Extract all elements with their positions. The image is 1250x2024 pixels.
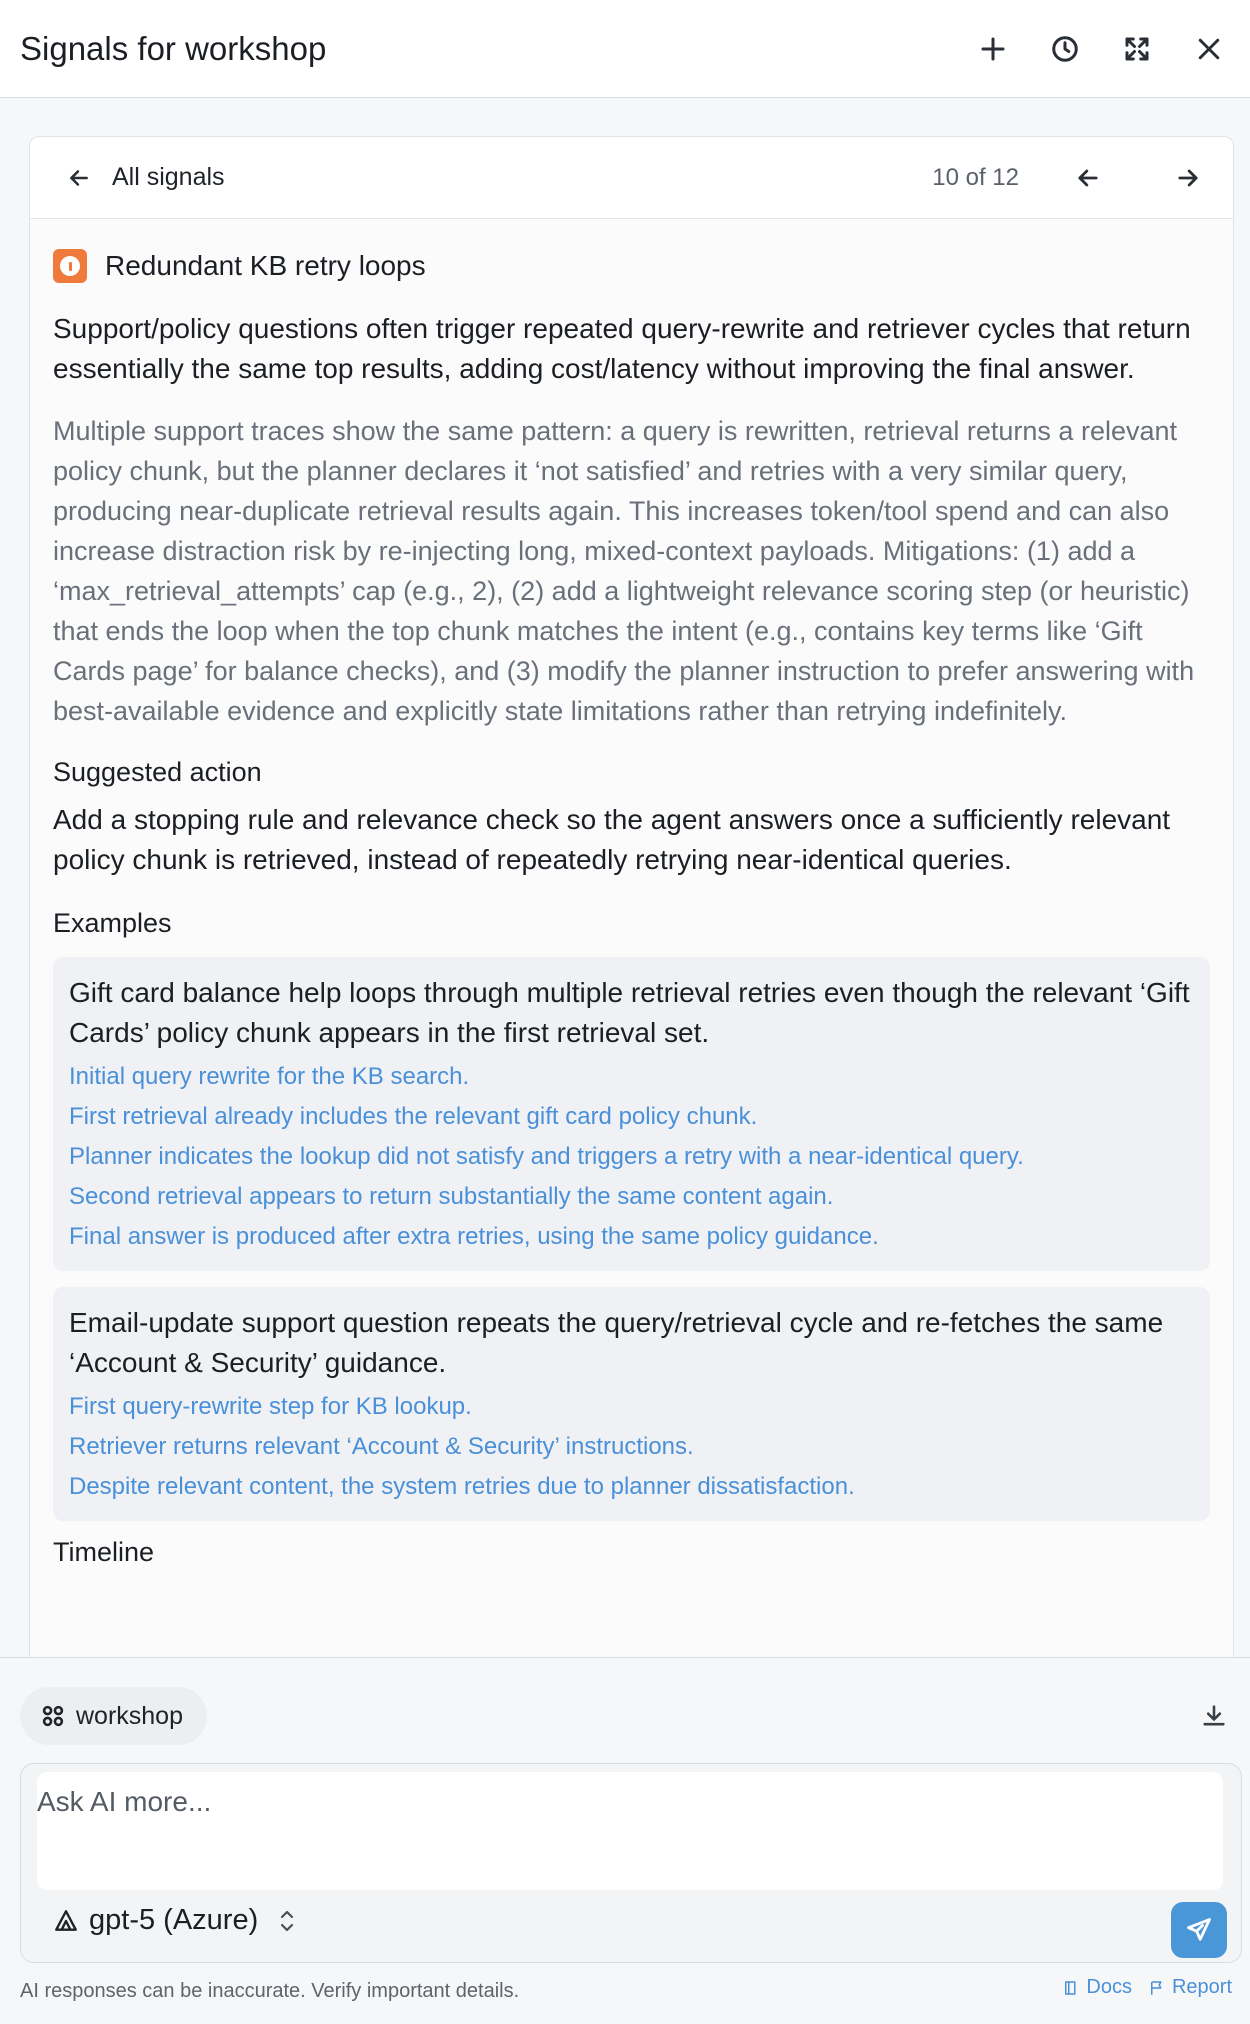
workspace-icon <box>40 1703 66 1729</box>
suggested-action-text: Add a stopping rule and relevance check so the agent answers once a sufficiently relevant policy chunk is retrieved, instead of repeatedly retrying near-identical queries. <box>53 804 1171 875</box>
model-selector[interactable] <box>53 1904 298 1937</box>
header-actions <box>978 34 1224 64</box>
download-button[interactable] <box>1200 1702 1228 1730</box>
new-chat-button[interactable] <box>978 34 1008 64</box>
example-step-link[interactable]: Retriever returns relevant ‘Account & Security’ instructions. <box>69 1433 694 1460</box>
example-step-link[interactable]: Second retrieval appears to return substantially the same content again. <box>69 1183 834 1210</box>
expand-icon <box>1122 34 1152 64</box>
clock-icon <box>1050 34 1080 64</box>
example-card <box>53 1287 1210 1521</box>
chevron-up-down-icon <box>276 1907 298 1935</box>
report-label: Report <box>1171 1976 1232 1998</box>
panel-header <box>0 0 1250 98</box>
ai-disclaimer: AI responses can be inaccurate. Verify important details. <box>20 1980 520 2002</box>
book-icon <box>1062 1979 1080 1997</box>
all-signals-link[interactable] <box>66 163 225 192</box>
example-step-link[interactable]: First retrieval already includes the relevant gift card policy chunk. <box>69 1103 758 1130</box>
docs-label: Docs <box>1086 1976 1132 1998</box>
arrow-left-icon <box>66 165 92 191</box>
signal-nav <box>30 137 1233 219</box>
close-button[interactable] <box>1194 34 1224 64</box>
docs-link[interactable] <box>1062 1976 1132 1999</box>
all-signals-label: All signals <box>112 163 225 191</box>
context-chip[interactable] <box>20 1687 207 1745</box>
signal-card <box>29 136 1234 1666</box>
timeline-heading: Timeline <box>53 1537 155 1567</box>
example-title: Email-update support question repeats the query/retrieval cycle and re-fetches the same ‘Account & Security’ guidance. <box>69 1307 1164 1378</box>
composer-box <box>20 1763 1242 1963</box>
previous-signal-button[interactable] <box>1073 163 1103 193</box>
arrow-right-icon <box>1174 164 1202 192</box>
send-button[interactable] <box>1171 1902 1227 1958</box>
download-icon <box>1200 1702 1228 1730</box>
example-step-link[interactable]: Planner indicates the lookup did not satisfy and triggers a retry with a near-identical query. <box>69 1143 1024 1170</box>
suggested-action-heading: Suggested action <box>53 757 262 787</box>
examples-heading: Examples <box>53 908 172 938</box>
chat-composer-area <box>0 1657 1250 2024</box>
example-title: Gift card balance help loops through multiple retrieval retries even though the relevant ‘Gift Cards’ policy chunk appears in the first retrieval set. <box>69 977 1190 1048</box>
warning-icon <box>53 249 87 283</box>
context-chip-label: workshop <box>76 1701 183 1730</box>
example-step-link[interactable]: First query-rewrite step for KB lookup. <box>69 1393 472 1420</box>
plus-icon <box>978 34 1008 64</box>
model-label: gpt-5 (Azure) <box>89 1904 259 1936</box>
signal-details: Multiple support traces show the same pattern: a query is rewritten, retrieval returns a relevant policy chunk, but the planner declares it ‘not satisfied’ and retries with a very similar query, producing near-duplicate retrieval results again. This increases token/tool spend and can also increase distraction risk by re-injecting long, mixed-context payloads. Mitigations: (1) add a ‘max_retrieval_attempts’ cap (e.g., 2), (2) add a lightweight relevance scoring step (or heuristic) that ends the loop when the top chunk matches the intent (e.g., contains key terms like ‘Gift Cards page’ for balance checks), and (3) modify the planner instruction to prefer answering with best-available evidence and explicitly state limitations rather than retrying indefinitely. <box>53 416 1195 726</box>
history-button[interactable] <box>1050 34 1080 64</box>
example-card <box>53 957 1210 1271</box>
panel-title: Signals for workshop <box>20 29 327 67</box>
ask-ai-input[interactable] <box>37 1772 1223 1890</box>
example-step-link[interactable]: Final answer is produced after extra retries, using the same policy guidance. <box>69 1223 879 1250</box>
flag-icon <box>1148 1979 1166 1997</box>
signal-counter: 10 of 12 <box>932 163 1019 191</box>
signal-summary: Support/policy questions often trigger repeated query-rewrite and retriever cycles that return essentially the same top results, adding cost/latency without improving the final answer. <box>53 313 1191 384</box>
next-signal-button[interactable] <box>1173 163 1203 193</box>
model-logo-icon <box>53 1908 79 1934</box>
signal-title: Redundant KB retry loops <box>105 250 426 281</box>
close-icon <box>1194 34 1224 64</box>
signal-title-row <box>53 249 1210 283</box>
expand-button[interactable] <box>1122 34 1152 64</box>
footer-links <box>1062 1976 1232 1999</box>
report-link[interactable] <box>1148 1976 1232 1999</box>
example-step-link[interactable]: Despite relevant content, the system retries due to planner dissatisfaction. <box>69 1473 855 1500</box>
signal-body <box>30 219 1233 1568</box>
send-icon <box>1185 1916 1213 1944</box>
example-step-link[interactable]: Initial query rewrite for the KB search. <box>69 1063 470 1090</box>
arrow-left-icon <box>1074 164 1102 192</box>
